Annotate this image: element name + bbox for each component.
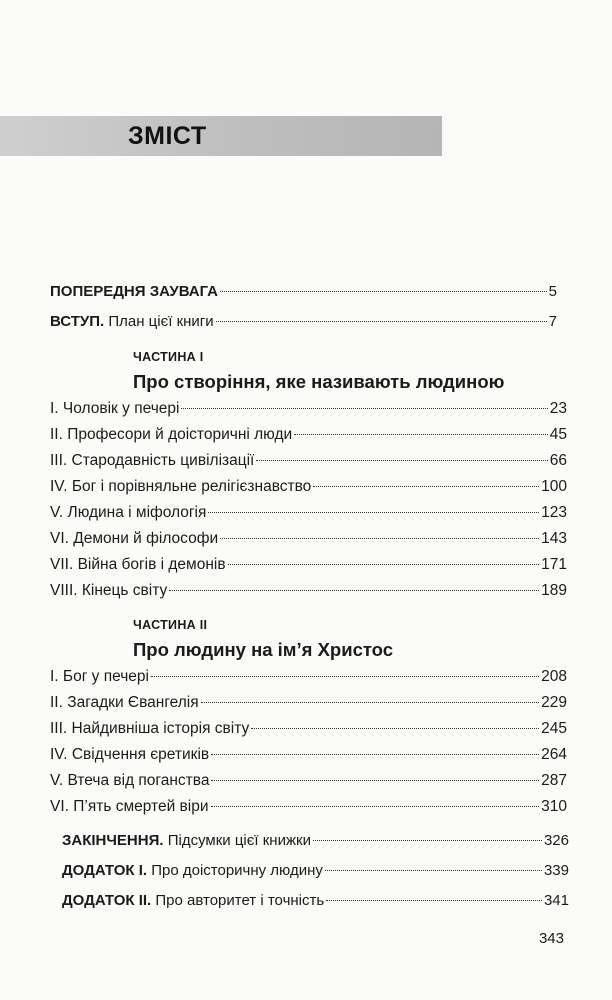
page-ref: 339 (543, 862, 569, 879)
dot-leader (216, 321, 547, 322)
part-1-title: Про створіння, яке називають людиною (133, 371, 505, 392)
dot-leader (313, 840, 542, 841)
toc-chapter[interactable]: V. Втеча від поганства 287 (50, 772, 567, 789)
toc-chapter[interactable]: IV. Свідчення єретиків 264 (50, 746, 567, 763)
page-ref: 326 (543, 832, 569, 849)
entry-label-bold: ЗАКІНЧЕННЯ. (62, 832, 164, 849)
entry-label-bold: ВСТУП. (50, 313, 105, 330)
toc-chapter[interactable]: VIII. Кінець світу 189 (50, 582, 567, 599)
entry-label: Підсумки цієї книжки (163, 832, 311, 849)
dot-leader (211, 754, 539, 755)
toc-chapter[interactable]: VI. Демони й філософи 143 (50, 530, 567, 547)
toc-entry-intro[interactable] (50, 313, 557, 330)
part-2-label: ЧАСТИНА ІІ (133, 618, 208, 632)
dot-leader (220, 538, 539, 539)
dot-leader (256, 460, 547, 461)
toc-chapter[interactable]: ІІ. Професори й доісторичні люди 45 (50, 426, 567, 443)
page-number: 343 (538, 930, 564, 947)
toc-chapter[interactable]: І. Чоловік у печері 23 (50, 400, 567, 417)
dot-leader (151, 676, 539, 677)
toc-chapter[interactable]: І. Бог у печері 208 (50, 668, 567, 685)
dot-leader (181, 408, 547, 409)
entry-label: Про авторитет і точність (151, 892, 325, 909)
entry-label-bold: ДОДАТОК ІІ. (62, 892, 152, 909)
dot-leader (325, 870, 542, 871)
dot-leader (211, 780, 539, 781)
dot-leader (201, 702, 540, 703)
entry-label-bold: ДОДАТОК І. (62, 862, 148, 879)
dot-leader (211, 806, 540, 807)
entry-label-bold: ПОПЕРЕДНЯ ЗАУВАГА (50, 283, 219, 300)
toc-entry-conclusion[interactable] (62, 832, 569, 849)
toc-chapter[interactable]: IV. Бог і порівняльне релігієзнавство 100 (50, 478, 567, 495)
toc-chapter[interactable]: VI. П’ять смертей віри 310 (50, 798, 567, 815)
toc-chapter[interactable]: ІІІ. Найдивніша історія світу 245 (50, 720, 567, 737)
toc-chapter[interactable]: ІІ. Загадки Євангелія 229 (50, 694, 567, 711)
page-ref: 7 (548, 313, 557, 330)
entry-label: План цієї книги (104, 313, 214, 330)
header-band (0, 116, 442, 156)
dot-leader (169, 590, 539, 591)
toc-chapter[interactable]: ІІІ. Стародавність цивілізації 66 (50, 452, 567, 469)
dot-leader (313, 486, 539, 487)
toc-entry-preface[interactable] (50, 283, 557, 300)
toc-entry-appendix-2[interactable] (62, 892, 569, 909)
part-1-label: ЧАСТИНА І (133, 350, 204, 364)
dot-leader (228, 564, 540, 565)
page-ref: 5 (548, 283, 557, 300)
toc-chapter[interactable]: V. Людина і міфологія 123 (50, 504, 567, 521)
dot-leader (220, 291, 547, 292)
dot-leader (326, 900, 542, 901)
dot-leader (251, 728, 539, 729)
dot-leader (294, 434, 548, 435)
part-2-title: Про людину на ім’я Христос (133, 639, 394, 660)
entry-label: Про доісторичну людину (147, 862, 323, 879)
toc-entry-appendix-1[interactable] (62, 862, 569, 879)
page-ref: 341 (543, 892, 569, 909)
toc-chapter[interactable]: VII. Війна богів і демонів 171 (50, 556, 567, 573)
dot-leader (208, 512, 539, 513)
page-title: ЗМІСТ (128, 122, 207, 150)
